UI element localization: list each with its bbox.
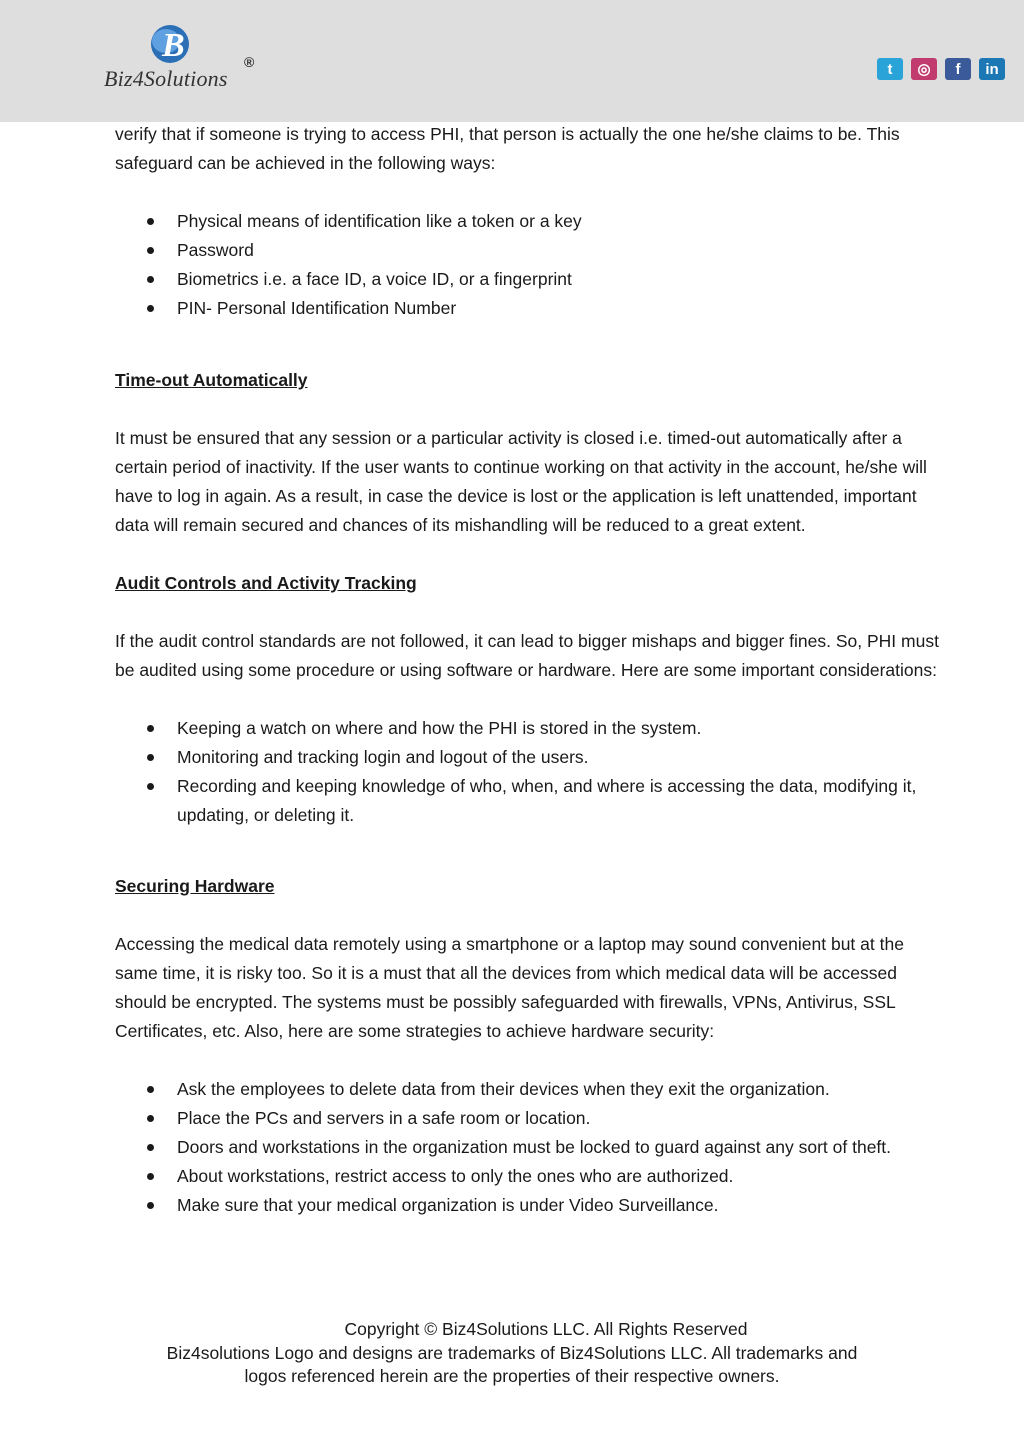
timeout-paragraph: It must be ensured that any session or a particular activity is closed i.e. timed-out automatically after a certain period of inactivity. If the user wants to continue working on that activity in the account, he/she will have to log in again. As a result, in case the device is lost or the application is left unattended, important data will remain secured and chances of its mishandling will be reduced to a great extent.: [115, 428, 927, 535]
svg-text:B: B: [162, 27, 185, 64]
registered-mark: ®: [244, 54, 255, 70]
list-item: Doors and workstations in the organization must be locked to guard against any sort of theft.: [115, 1133, 945, 1162]
list-item: Keeping a watch on where and how the PHI is stored in the system.: [115, 714, 945, 743]
copyright-text: Copyright © Biz4Solutions LLC. All Rights Reserved: [344, 1319, 748, 1339]
linkedin-icon[interactable]: in: [979, 58, 1005, 80]
list-item: Recording and keeping knowledge of who, when, and where is accessing the data, modifying it, updating, or deleting it.: [115, 772, 945, 830]
list-item: Make sure that your medical organization is under Video Surveillance.: [115, 1191, 945, 1220]
twitter-icon[interactable]: t: [877, 58, 903, 80]
logo-wordmark: Biz4Solutions: [104, 66, 228, 91]
logo-b-icon: [104, 22, 264, 72]
list-item: Place the PCs and servers in a safe room or location.: [115, 1104, 945, 1133]
facebook-icon[interactable]: f: [945, 58, 971, 80]
hardware-paragraph: Accessing the medical data remotely using a smartphone or a laptop may sound convenient but at the same time, it is risky too. So it is a must that all the devices from which medical data will be accessed should be encrypted. The systems must be possibly safeguarded with firewalls, VPNs, Antivirus, SSL Certificates, etc. Also, here are some strategies to achieve hardware security:: [115, 934, 904, 1041]
list-item: Password: [115, 236, 945, 265]
biz4solutions-logo[interactable]: [104, 22, 264, 92]
list-item: About workstations, restrict access to only the ones who are authorized.: [115, 1162, 945, 1191]
page-header: [0, 0, 1024, 122]
intro-paragraph: verify that if someone is trying to access PHI, that person is actually the one he/she claims to be. This safeguard can be achieved in the following ways:: [115, 124, 900, 173]
heading-audit: Audit Controls and Activity Tracking: [115, 573, 417, 593]
list-item: Biometrics i.e. a face ID, a voice ID, or a fingerprint: [115, 265, 945, 294]
trademark-text-2: logos referenced herein are the properties of their respective owners.: [244, 1366, 780, 1386]
social-links: [877, 58, 1005, 82]
heading-timeout: Time-out Automatically: [115, 370, 308, 390]
list-item: Monitoring and tracking login and logout of the users.: [115, 743, 945, 772]
document-body: [115, 120, 945, 1220]
audit-list: [115, 714, 945, 830]
list-item: PIN- Personal Identification Number: [115, 294, 945, 323]
identification-list: [115, 207, 945, 323]
hardware-list: [115, 1075, 945, 1220]
heading-hardware: Securing Hardware: [115, 876, 275, 896]
audit-paragraph: If the audit control standards are not followed, it can lead to bigger mishaps and bigger fines. So, PHI must be audited using some procedure or using software or hardware. Here are some important considerations:: [115, 631, 939, 680]
list-item: Ask the employees to delete data from their devices when they exit the organization.: [115, 1075, 945, 1104]
list-item: Physical means of identification like a token or a key: [115, 207, 945, 236]
trademark-text-1: Biz4solutions Logo and designs are trademarks of Biz4Solutions LLC. All trademarks and: [166, 1342, 858, 1363]
page-footer: [0, 1318, 1024, 1389]
instagram-icon[interactable]: ◎: [911, 58, 937, 80]
